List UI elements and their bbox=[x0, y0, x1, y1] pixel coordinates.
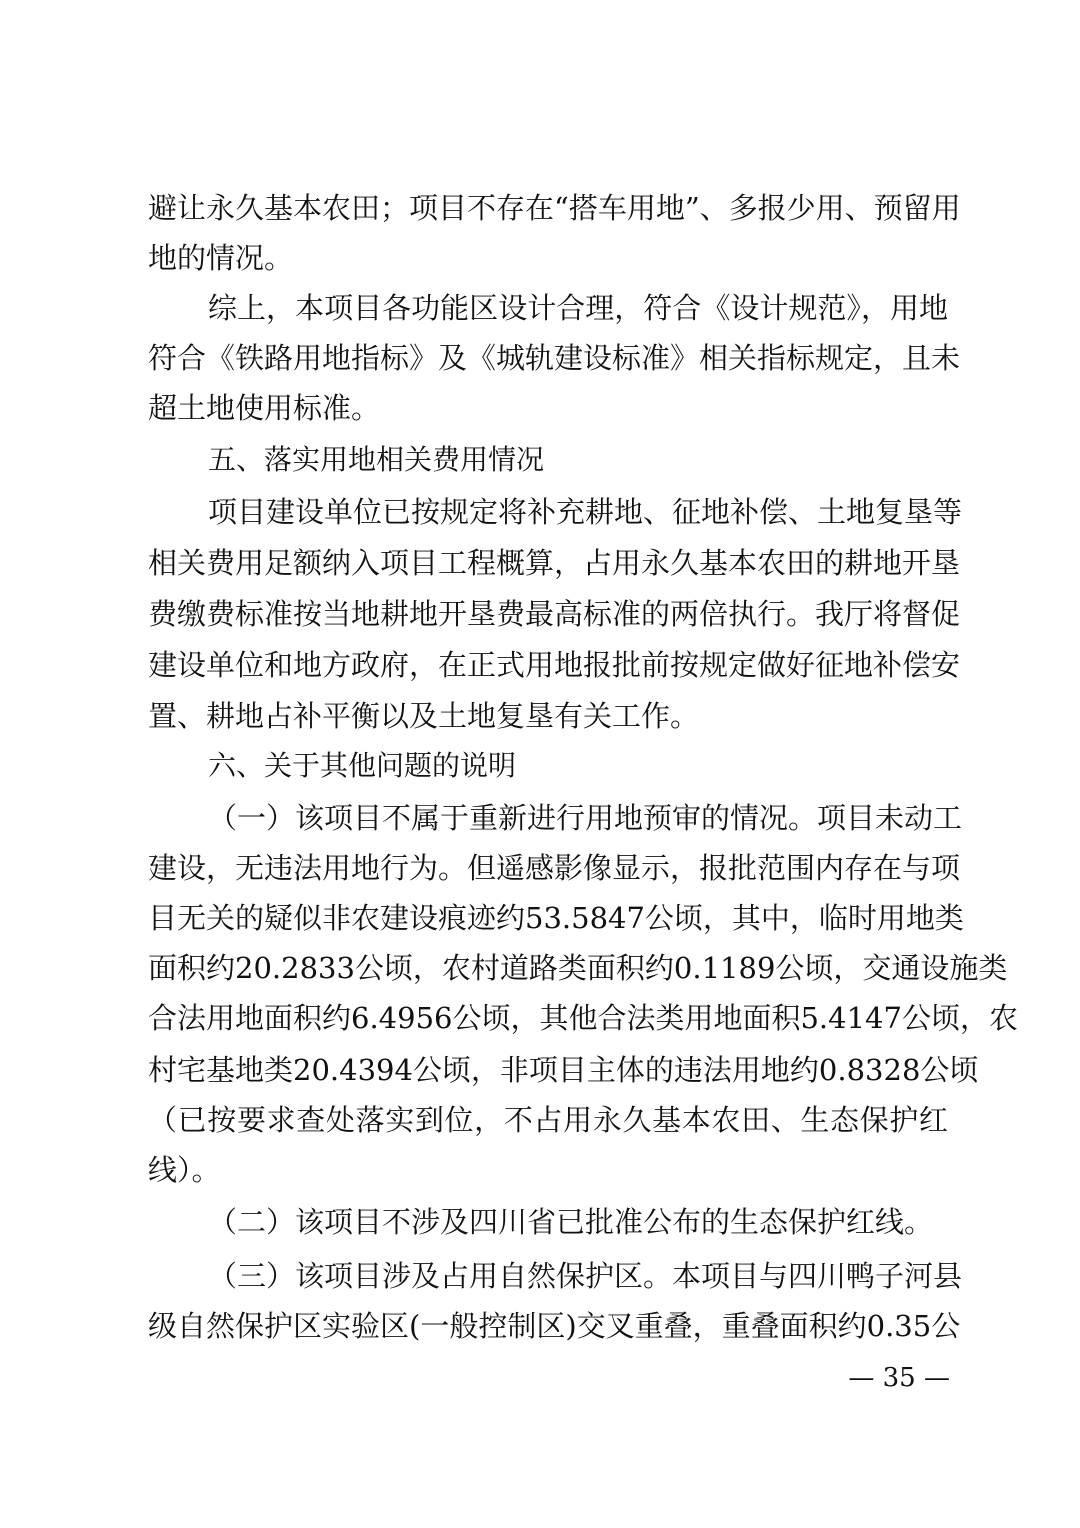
paragraph-line: 地的情况。 bbox=[148, 241, 294, 275]
paragraph-line: （三）该项目涉及占用自然保护区。本项目与四川鸭子河县 bbox=[208, 1259, 963, 1293]
paragraph-line: 置、耕地占补平衡以及土地复垦有关工作。 bbox=[148, 699, 700, 733]
paragraph-line: 合法用地面积约6.4956公顷，其他合法类用地面积5.4147公顷，农 bbox=[148, 1001, 1018, 1035]
paragraph-line: （已按要求查处落实到位，不占用永久基本农田、生态保护红 bbox=[148, 1103, 948, 1137]
paragraph-line: 村宅基地类20.4394公顷，非项目主体的违法用地约0.8328公顷 bbox=[148, 1053, 979, 1087]
paragraph-line: 建设单位和地方政府，在正式用地报批前按规定做好征地补偿安 bbox=[148, 648, 961, 682]
paragraph-line: 费缴费标准按当地耕地开垦费最高标准的两倍执行。我厅将督促 bbox=[148, 597, 961, 631]
paragraph-line: 避让永久基本农田；项目不存在“搭车用地”、多报少用、预留用 bbox=[148, 191, 961, 225]
paragraph-line: （二）该项目不涉及四川省已批准公布的生态保护红线。 bbox=[208, 1205, 934, 1239]
paragraph-line: 目无关的疑似非农建设痕迹约53.5847公顷，其中，临时用地类 bbox=[148, 901, 964, 935]
paragraph-line: 面积约20.2833公顷，农村道路类面积约0.1189公顷，交通设施类 bbox=[148, 951, 1008, 985]
section-heading: 五、落实用地相关费用情况 bbox=[208, 443, 545, 476]
paragraph-line: 超土地使用标准。 bbox=[148, 391, 381, 425]
section-heading: 六、关于其他问题的说明 bbox=[208, 749, 517, 782]
paragraph-line: 项目建设单位已按规定将补充耕地、征地补偿、土地复垦等 bbox=[208, 495, 963, 529]
page-number: — 35 — bbox=[848, 1363, 950, 1393]
paragraph-line: 建设，无违法用地行为。但遥感影像显示，报批范围内存在与项 bbox=[148, 851, 961, 885]
paragraph-line: 符合《铁路用地指标》及《城轨建设标准》相关指标规定，且未 bbox=[148, 341, 961, 375]
paragraph-line: 级自然保护区实验区(一般控制区)交叉重叠，重叠面积约0.35公 bbox=[148, 1309, 961, 1343]
paragraph-line: 综上，本项目各功能区设计合理，符合《设计规范》，用地 bbox=[208, 291, 948, 325]
paragraph-line: 线）。 bbox=[148, 1153, 221, 1187]
paragraph-line: （一）该项目不属于重新进行用地预审的情况。项目未动工 bbox=[208, 801, 963, 835]
paragraph-line: 相关费用足额纳入项目工程概算，占用永久基本农田的耕地开垦 bbox=[148, 546, 961, 580]
